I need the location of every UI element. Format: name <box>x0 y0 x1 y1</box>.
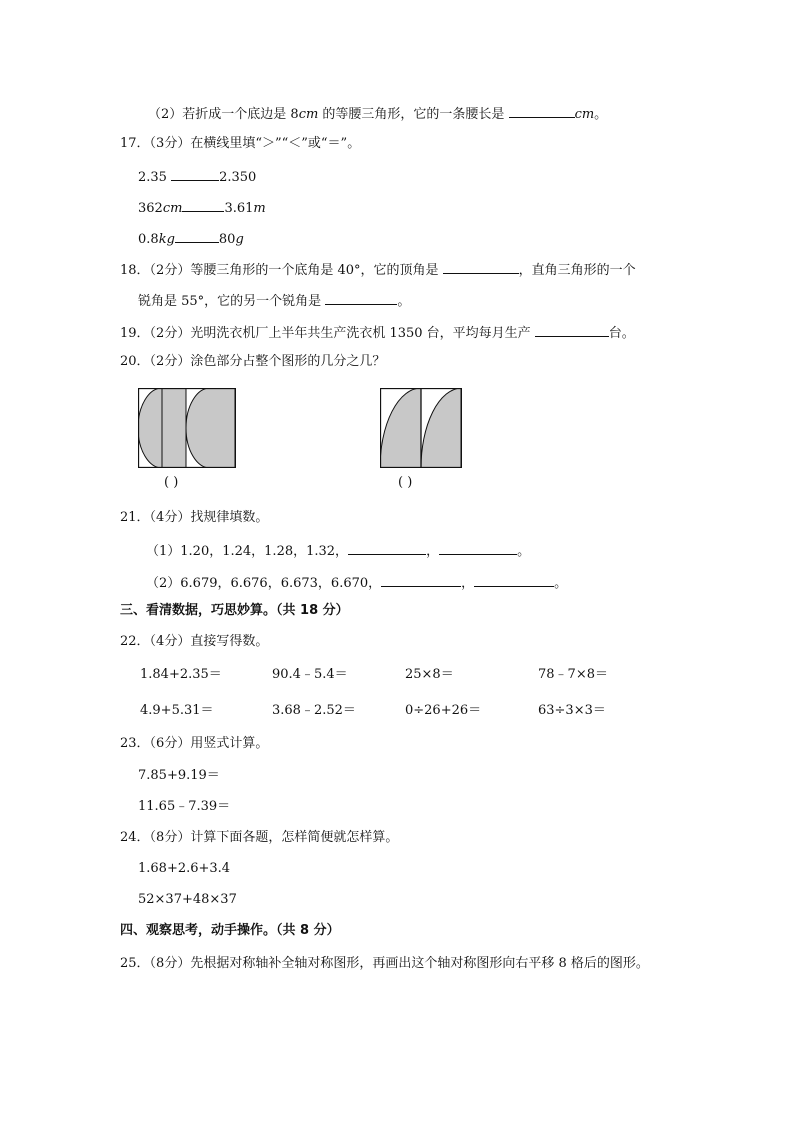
q21-part2-comma: ， <box>461 576 475 591</box>
q17-row2-left-num: 362 <box>138 201 163 216</box>
q22-r1c2: 90.4﹣5.4＝ <box>272 667 348 682</box>
section3-title: 三、看清数据，巧思妙算。（共 18 分） <box>120 603 349 618</box>
q16-end-unit: cm <box>574 107 595 122</box>
q21-part2-text: （2）6.679，6.676，6.673，6.670， <box>146 576 382 591</box>
q18-blank2[interactable] <box>325 290 397 305</box>
q17-row1-blank[interactable] <box>171 166 219 181</box>
q25-stem: 25．（8分）先根据对称轴补全轴对称图形，再画出这个轴对称图形向右平移 8 格后的图形。 <box>120 956 649 971</box>
q17-row2 <box>138 197 266 218</box>
q22-r2c3: 0÷26+26＝ <box>405 703 482 718</box>
q21-part1-text: （1）1.20，1.24，1.28，1.32， <box>146 544 349 559</box>
q24-expr1: 1.68+2.6+3.4 <box>138 861 231 876</box>
q22-r2c1: 4.9+5.31＝ <box>140 703 214 718</box>
q22-r2c4: 63÷3×3＝ <box>538 703 606 718</box>
q23-expr2: 11.65﹣7.39＝ <box>138 799 231 814</box>
q18-line1-text: 18．（2分）等腰三角形的一个底角是 40°，它的顶角是 <box>120 263 443 278</box>
q17-row3-left-num: 0.8 <box>138 232 159 247</box>
q21-part1-blank2[interactable] <box>439 540 517 555</box>
q22-r1c4: 78﹣7×8＝ <box>538 667 608 682</box>
q24-stem: 24．（8分）计算下面各题，怎样简便就怎样算。 <box>120 830 399 845</box>
q22-r2c2: 3.68﹣2.52＝ <box>272 703 356 718</box>
q21-part1-period: 。 <box>517 544 531 559</box>
q18-line1 <box>120 259 636 280</box>
q16-part2-suffix: 的等腰三角形，它的一条腰长是 <box>318 107 509 122</box>
q21-part2-period: 。 <box>554 576 568 591</box>
q17-row1 <box>138 166 256 187</box>
q22-stem: 22．（4分）直接写得数。 <box>120 634 269 649</box>
q19-line <box>120 322 635 343</box>
q17-row2-right-num: 3.61 <box>224 201 254 216</box>
q21-part1-comma: ， <box>426 544 440 559</box>
q23-expr1: 7.85+9.19＝ <box>138 768 220 783</box>
q21-part1 <box>146 540 530 561</box>
q16-part2-prefix: （2）若折成一个底边是 8 <box>148 107 299 122</box>
q20-stem: 20．（2分）涂色部分占整个图形的几分之几？ <box>120 354 386 369</box>
q19-tail: 台。 <box>608 326 635 341</box>
q22-r1c3: 25×8＝ <box>405 667 454 682</box>
semicircles-figure-icon <box>138 388 236 468</box>
q17-row1-left: 2.35 <box>138 170 172 185</box>
q18-line2-text: 锐角是 55°，它的另一个锐角是 <box>138 294 326 309</box>
q20-paren-left[interactable]: ( ) <box>164 475 179 490</box>
q22-r1c1: 1.84+2.35＝ <box>140 667 222 682</box>
q21-part1-blank1[interactable] <box>348 540 426 555</box>
q17-row2-right-unit: m <box>253 201 266 216</box>
q18-line2 <box>138 290 410 311</box>
q17-stem: 17．（3分）在横线里填“＞”“＜”或“＝”。 <box>120 136 361 151</box>
q16-answer-blank[interactable] <box>509 103 575 118</box>
q21-part2-blank1[interactable] <box>381 572 461 587</box>
quarter-arcs-figure-icon <box>380 388 462 468</box>
q20-paren-right[interactable]: ( ) <box>398 475 413 490</box>
q17-row1-right: 2.350 <box>219 170 257 185</box>
q17-row3-blank[interactable] <box>175 228 219 243</box>
q17-row3 <box>138 228 244 249</box>
q18-line2-tail: 。 <box>397 294 411 309</box>
q19-blank[interactable] <box>535 322 609 337</box>
q16-part2-line <box>148 103 607 124</box>
section4-title: 四、观察思考，动手操作。（共 8 分） <box>120 923 340 938</box>
q21-part2 <box>146 572 567 593</box>
q17-row2-left-unit: cm <box>162 201 183 216</box>
q19-text: 19．（2分）光明洗衣机厂上半年共生产洗衣机 1350 台，平均每月生产 <box>120 326 535 341</box>
q16-unit-cm: cm <box>298 107 319 122</box>
q21-part2-blank2[interactable] <box>474 572 554 587</box>
q24-expr2: 52×37+48×37 <box>138 892 237 907</box>
q18-blank1[interactable] <box>443 259 519 274</box>
q16-end-punct: 。 <box>594 107 608 122</box>
q17-row3-left-unit: kg <box>158 232 175 247</box>
q21-stem: 21．（4分）找规律填数。 <box>120 510 269 525</box>
q23-stem: 23．（6分）用竖式计算。 <box>120 736 269 751</box>
q17-row2-blank[interactable] <box>182 197 224 212</box>
q18-line1-tail: ，直角三角形的一个 <box>518 263 636 278</box>
q17-row3-right-unit: g <box>235 232 244 247</box>
q17-row3-right-num: 80 <box>218 232 236 247</box>
